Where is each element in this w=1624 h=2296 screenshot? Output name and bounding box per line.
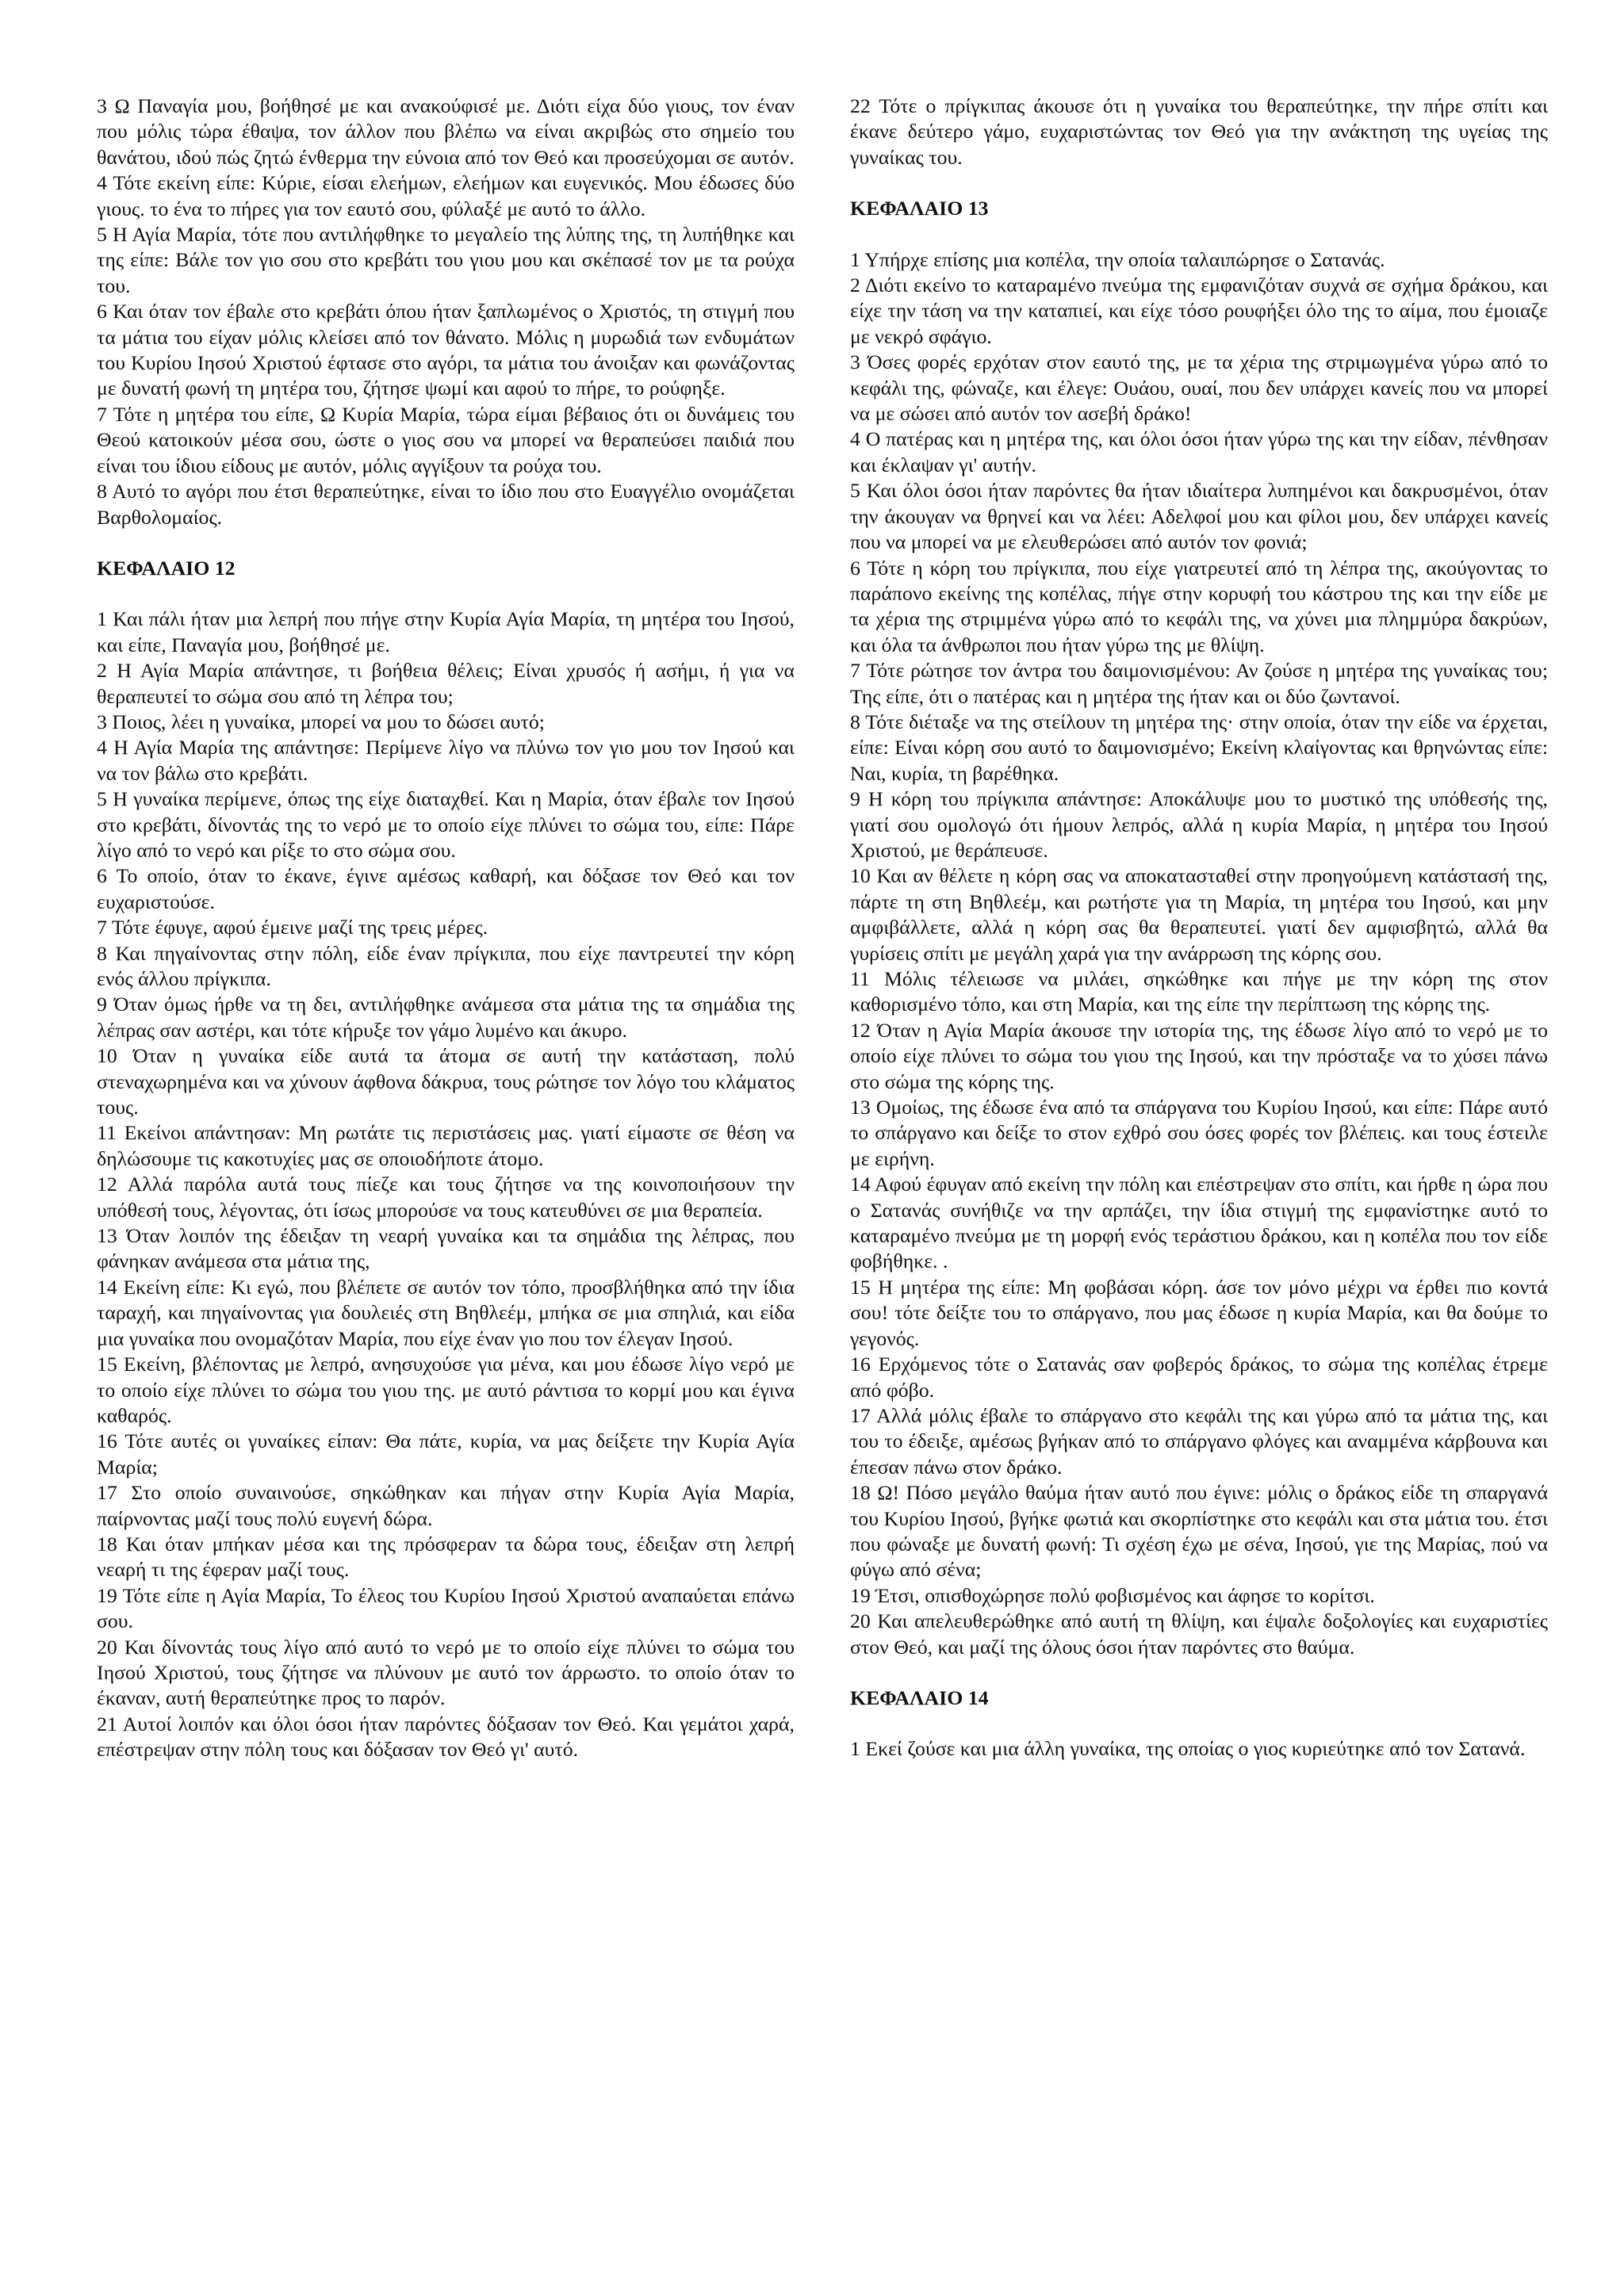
verse-paragraph: 20 Και δίνοντάς τους λίγο από αυτό το νερό με το οποίο είχε πλύνει το σώμα του Ιησού Χριστού, τους ζήτησε να πλύνουν με αυτό τον άρρωστο. το οποίο όταν το έκαναν, αυτή θεραπεύτηκε προς το παρόν. [97,1635,795,1710]
left-column [97,94,795,2218]
verse-paragraph: 3 Ποιος, λέει η γυναίκα, μπορεί να μου το δώσει αυτό; [97,710,545,733]
verse-paragraph: 18 Και όταν μπήκαν μέσα και της πρόσφεραν τα δώρα τους, έδειξαν στη λεπρή νεαρή τι της έφεραν μαζί τους. [97,1532,795,1582]
verse-paragraph: 9 Η κόρη του πρίγκιπα απάντησε: Αποκάλυψε μου το μυστικό της υπόθεσής της, γιατί σου ομολογώ ότι ήμουν λεπρός, αλλά η κυρία Μαρία, η μητέρα του Ιησού Χριστού, με θεράπευσε. [850,787,1548,862]
verse-paragraph: 2 Διότι εκείνο το καταραμένο πνεύμα της εμφανιζόταν συχνά σε σχήμα δράκου, και είχε την τάση να την καταπιεί, και είχε τόσο ρουφήξει όλο της το αίμα, που έμοιαζε με νεκρό σφάγιο. [850,274,1548,348]
verse-paragraph: 19 Έτσι, οπισθοχώρησε πολύ φοβισμένος και άφησε το κορίτσι. [850,1583,1375,1607]
verse-paragraph: 13 Όταν λοιπόν της έδειξαν τη νεαρή γυναίκα και τα σημάδια της λέπρας, που φάνηκαν ανάμεσα στα μάτια της, [97,1224,795,1273]
verse-paragraph: 12 Όταν η Αγία Μαρία άκουσε την ιστορία της, της έδωσε λίγο από το νερό με το οποίο είχε πλύνει το σώμα του γιου της Ιησού, και την πρόσταξε να το χύσει πάνω στο σώμα της κόρης της. [850,1018,1548,1093]
verse-paragraph: 16 Ερχόμενος τότε ο Σατανάς σαν φοβερός δράκος, το σώμα της κοπέλας έτρεμε από φόβο. [850,1353,1548,1402]
verse-paragraph: 8 Και πηγαίνοντας στην πόλη, είδε έναν πρίγκιπα, που είχε παντρευτεί την κόρη ενός άλλου πρίγκιπα. [97,941,795,990]
verse-paragraph: 17 Στο οποίο συναινούσε, σηκώθηκαν και πήγαν στην Κυρία Αγία Μαρία, παίρνοντας μαζί τους πολύ ευγενή δώρα. [97,1481,795,1530]
verse-paragraph: 16 Τότε αυτές οι γυναίκες είπαν: Θα πάτε, κυρία, να μας δείξετε την Κυρία Αγία Μαρία; [97,1429,795,1479]
verse-paragraph: 7 Τότε ρώτησε τον άντρα του δαιμονισμένου: Αν ζούσε η μητέρα της γυναίκας του; Της είπε, ότι ο πατέρας και η μητέρα της ήταν και οι δύο ζωντανοί. [850,659,1548,708]
verse-paragraph: 7 Τότε η μητέρα του είπε, Ω Κυρία Μαρία, τώρα είμαι βέβαιος ότι οι δυνάμεις του Θεού κατοικούν μέσα σου, ώστε ο γιος σου να μπορεί να θεραπεύσει παιδιά που είναι του ίδιου είδους με αυτόν, μόλις αγγίξουν τα ρούχα του. [97,402,795,477]
verse-paragraph: 7 Τότε έφυγε, αφού έμεινε μαζί της τρεις μέρες. [97,916,488,939]
verse-paragraph: 18 Ω! Πόσο μεγάλο θαύμα ήταν αυτό που έγινε: μόλις ο δράκος είδε τη σπαργανά του Κυρίου Ιησού, βγήκε φωτιά και σκορπίστηκε στο κεφάλι και στα μάτια του. έτσι που φώναξε με δυνατή φωνή: Τι σχέση έχω με σένα, Ιησού, γιε της Μαρίας, πού να φύγω από σένα; [850,1481,1548,1582]
chapter-heading: ΚΕΦΑΛΑΙΟ 13 [850,197,989,220]
verse-paragraph: 3 Όσες φορές ερχόταν στον εαυτό της, με τα χέρια της στριμωγμένα γύρω από το κεφάλι της, φώναζε, και έλεγε: Ουάου, ουαί, που δεν υπάρχει κανείς που να μπορεί να με σώσει από αυτόν τον ασεβή δράκο! [850,350,1548,426]
verse-paragraph: 4 Ο πατέρας και η μητέρα της, και όλοι όσοι ήταν γύρω της και την είδαν, πένθησαν και έκλαψαν γι' αυτήν. [850,427,1548,476]
verse-paragraph: 8 Αυτό το αγόρι που έτσι θεραπεύτηκε, είναι το ίδιο που στο Ευαγγέλιο ονομάζεται Βαρθολομαίος. [97,480,795,529]
verse-paragraph: 1 Εκεί ζούσε και μια άλλη γυναίκα, της οποίας ο γιος κυριεύτηκε από τον Σατανά. [850,1737,1526,1761]
verse-paragraph: 6 Τότε η κόρη του πρίγκιπα, που είχε γιατρευτεί από τη λέπρα της, ακούγοντας το παράπονο εκείνης της κοπέλας, πήγε στην κορυφή του κάστρου της και την είδε με τα χέρια της στριμμένα γύρω από το κεφάλι της, να χύνει μια πλημμύρα δακρύων, και όλα τα άνθρωποι που ήταν γύρω της με θλίψη. [850,556,1548,656]
verse-paragraph: 1 Και πάλι ήταν μια λεπρή που πήγε στην Κυρία Αγία Μαρία, τη μητέρα του Ιησού, και είπε, Παναγία μου, βοήθησέ με. [97,607,795,656]
verse-paragraph: 5 Η γυναίκα περίμενε, όπως της είχε διαταχθεί. Και η Μαρία, όταν έβαλε τον Ιησού στο κρεβάτι, δίνοντάς της το νερό με το οποίο είχε πλύνει το σώμα του, είπε: Πάρε λίγο από το νερό και ρίξε το στο σώμα σου. [97,787,795,862]
verse-paragraph: 12 Αλλά παρόλα αυτά τους πίεζε και τους ζήτησε να της κοινοποιήσουν την υπόθεσή τους, λέγοντας, ότι ίσως μπορούσε να τους κατευθύνει σε μια θεραπεία. [97,1173,795,1222]
chapter-heading: ΚΕΦΑΛΑΙΟ 14 [850,1686,989,1709]
verse-paragraph: 14 Αφού έφυγαν από εκείνη την πόλη και επέστρεψαν στο σπίτι, και ήρθε η ώρα που ο Σατανάς συνήθιζε να την αρπάζει, την ίδια στιγμή της εμφανίστηκε αυτό το καταραμένο πνεύμα με τη μορφή ενός τεράστιου δράκου, και η κοπέλα που τον είδε φοβήθηκε. . [850,1173,1548,1273]
verse-paragraph: 9 Όταν όμως ήρθε να τη δει, αντιλήφθηκε ανάμεσα στα μάτια της τα σημάδια της λέπρας σαν αστέρι, και τότε κήρυξε τον γάμο λυμένο και άκυρο. [97,993,795,1042]
right-column [850,94,1548,2218]
verse-paragraph: 6 Και όταν τον έβαλε στο κρεβάτι όπου ήταν ξαπλωμένος ο Χριστός, τη στιγμή που τα μάτια του είχαν μόλις κλείσει από τον θάνατο. Μόλις η μυρωδιά των ενδυμάτων του Κυρίου Ιησού Χριστού έφτασε στο αγόρι, τα μάτια του άνοιξαν και φωνάζοντας με δυνατή φωνή τη μητέρα του, ζήτησε ψωμί και αφού το πήρε, το ρούφηξε. [97,300,795,400]
verse-paragraph: 22 Τότε ο πρίγκιπας άκουσε ότι η γυναίκα του θεραπεύτηκε, την πήρε σπίτι και έκανε δεύτερο γάμο, ευχαριστώντας τον Θεό για την ανάκτηση της υγείας της γυναίκας του. [850,94,1548,169]
verse-paragraph: 6 Το οποίο, όταν το έκανε, έγινε αμέσως καθαρή, και δόξασε τον Θεό και τον ευχαριστούσε. [97,864,795,913]
verse-paragraph: 5 Η Αγία Μαρία, τότε που αντιλήφθηκε το μεγαλείο της λύπης της, τη λυπήθηκε και της είπε: Βάλε τον γιο σου στο κρεβάτι του γιου μου και σκέπασέ τον με τα ρούχα του. [97,223,795,297]
verse-paragraph: 20 Και απελευθερώθηκε από αυτή τη θλίψη, και έψαλε δοξολογίες και ευχαριστίες στον Θεό, και μαζί της όλους όσοι ήταν παρόντες στο θαύμα. [850,1609,1548,1659]
verse-paragraph: 17 Αλλά μόλις έβαλε το σπάργανο στο κεφάλι της και γύρω από τα μάτια της, και του το έδειξε, αμέσως βγήκαν από το σπάργανο φλόγες και αναμμένα κάρβουνα και έπεσαν πάνω στον δράκο. [850,1403,1548,1479]
verse-paragraph: 8 Τότε διέταξε να της στείλουν τη μητέρα της· στην οποία, όταν την είδε να έρχεται, είπε: Είναι κόρη σου αυτό το δαιμονισμένο; Εκείνη κλαίγοντας και θρηνώντας είπε: Ναι, κυρία, τη βαρέθηκα. [850,710,1548,785]
verse-paragraph: 1 Υπήρχε επίσης μια κοπέλα, την οποία ταλαιπώρησε ο Σατανάς. [850,247,1385,271]
verse-paragraph: 4 Η Αγία Μαρία της απάντησε: Περίμενε λίγο να πλύνω τον γιο μου τον Ιησού και να τον βάλω στο κρεβάτι. [97,736,795,785]
verse-paragraph: 10 Όταν η γυναίκα είδε αυτά τα άτομα σε αυτή την κατάσταση, πολύ στεναχωρημένα και να χύνουν άφθονα δάκρυα, τους ρώτησε τον λόγο του κλάματος τους. [97,1044,795,1119]
verse-paragraph: 3 Ω Παναγία μου, βοήθησέ με και ανακούφισέ με. Διότι είχα δύο γιους, τον έναν που μόλις τώρα έθαψα, τον άλλον που βλέπω να είναι ακριβώς στο σημείο του θανάτου, ιδού πώς ζητώ ένθερμα την εύνοια από τον Θεό και προσεύχομαι σε αυτόν. [97,94,795,169]
verse-paragraph: 11 Εκείνοι απάντησαν: Μη ρωτάτε τις περιστάσεις μας. γιατί είμαστε σε θέση να δηλώσουμε τις κακοτυχίες μας σε οποιοδήποτε άτομο. [97,1121,795,1170]
verse-paragraph: 2 Η Αγία Μαρία απάντησε, τι βοήθεια θέλεις; Είναι χρυσός ή ασήμι, ή για να θεραπευτεί το σώμα σου από τη λέπρα του; [97,659,795,708]
document-page [97,94,1548,2218]
verse-paragraph: 15 Η μητέρα της είπε: Μη φοβάσαι κόρη. άσε τον μόνο μέχρι να έρθει πιο κοντά σου! τότε δείξτε του το σπάργανο, που μας έδωσε η κυρία Μαρία, και θα δούμε το γεγονός. [850,1275,1548,1350]
verse-paragraph: 5 Και όλοι όσοι ήταν παρόντες θα ήταν ιδιαίτερα λυπημένοι και δακρυσμένοι, όταν την άκουγαν να θρηνεί και να λέει: Αδελφοί μου και φίλοι μου, δεν υπάρχει κανείς που να μπορεί να με ελευθερώσει από αυτόν τον φονιά; [850,479,1548,554]
verse-paragraph: 14 Εκείνη είπε: Κι εγώ, που βλέπετε σε αυτόν τον τόπο, προσβλήθηκα από την ίδια ταραχή, και πηγαίνοντας για δουλειές στη Βηθλεέμ, μπήκα σε μια σπηλιά, και είδα μια γυναίκα που ονομαζόταν Μαρία, που είχε έναν γιο που τον έλεγαν Ιησού. [97,1275,795,1350]
verse-paragraph: 21 Αυτοί λοιπόν και όλοι όσοι ήταν παρόντες δόξασαν τον Θεό. Και γεμάτοι χαρά, επέστρεψαν στην πόλη τους και δόξασαν τον Θεό γι' αυτό. [97,1712,795,1762]
chapter-heading: ΚΕΦΑΛΑΙΟ 12 [97,556,236,580]
verse-paragraph: 11 Μόλις τέλειωσε να μιλάει, σηκώθηκε και πήγε με την κόρη της στον καθορισμένο τόπο, και στη Μαρία, και της είπε την περίπτωση της κόρης της. [850,967,1548,1016]
verse-paragraph: 10 Και αν θέλετε η κόρη σας να αποκατασταθεί στην προηγούμενη κατάστασή της, πάρτε τη στη Βηθλεέμ, και ρωτήστε για τη Μαρία, τη μητέρα του Ιησού, και μην αμφιβάλλετε, αλλά η κόρη σας θα θεραπευτεί. γιατί δεν αμφισβητώ, αλλά θα γυρίσεις σπίτι με μεγάλη χαρά για την ανάρρωση της κόρης σου. [850,864,1548,965]
verse-paragraph: 4 Τότε εκείνη είπε: Κύριε, είσαι ελεήμων, ελεήμων και ευγενικός. Μου έδωσες δύο γιους. το ένα το πήρες για τον εαυτό σου, φύλαξέ με αυτό το άλλο. [97,171,795,220]
verse-paragraph: 13 Ομοίως, της έδωσε ένα από τα σπάργανα του Κυρίου Ιησού, και είπε: Πάρε αυτό το σπάργανο και δείξε το στον εχθρό σου όσες φορές τον βλέπεις. και τους έστειλε με ειρήνη. [850,1096,1548,1170]
verse-paragraph: 19 Τότε είπε η Αγία Μαρία, Το έλεος του Κυρίου Ιησού Χριστού αναπαύεται επάνω σου. [97,1583,795,1633]
verse-paragraph: 15 Εκείνη, βλέποντας με λεπρό, ανησυχούσε για μένα, και μου έδωσε λίγο νερό με το οποίο είχε πλύνει το σώμα του γιου της. με αυτό ράντισα το κορμί μου και έγινα καθαρός. [97,1353,795,1427]
